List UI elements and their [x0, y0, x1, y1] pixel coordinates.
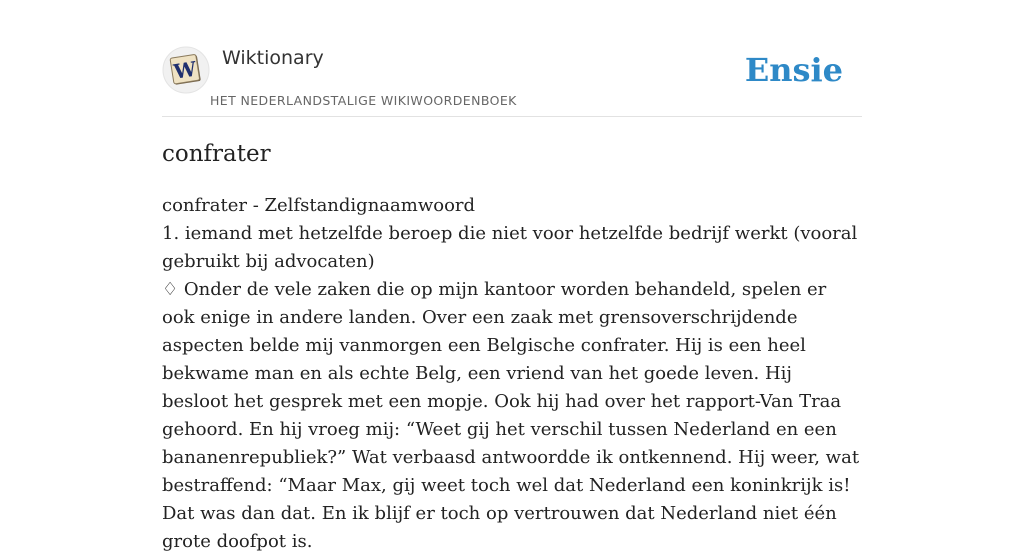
ensie-brand-logo[interactable]: Ensie	[744, 51, 843, 89]
wiktionary-logo-graphic	[162, 46, 210, 94]
example-text: ♢ Onder de vele zaken die op mijn kantoor worden behandeld, spelen er ook enige in andere landen. Over een zaak met grensoverschrijdende aspecten belde mij vanmorgen een Belgische confrater. Hij is een heel bekwame man en als echte Belg, een vriend van het goede leven. Hij besloot het gesprek met een mopje. Ook hij had over het rapport-Van Traa gehoord. En hij vroeg mij: “Weet gij het verschil tussen Nederland en een bananenrepubliek?” Wat verbaasd antwoordde ik ontkennend. Hij weer, wat bestraffend: “Maar Max, gij weet toch wel dat Nederland een koninkrijk is! Dat was dan dat. En ik blijf er toch op vertrouwen dat Nederland niet één grote doofpot is.	[162, 279, 860, 552]
entry-content	[162, 192, 862, 556]
word-type-line: confrater - Zelfstandignaamwoord	[162, 195, 476, 216]
definition-text: 1. iemand met hetzelfde beroep die niet voor hetzelfde bedrijf werkt (vooral gebruikt bij advocaten)	[162, 223, 858, 272]
page-title: confrater	[162, 141, 271, 167]
site-tagline: HET NEDERLANDSTALIGE WIKIWOORDENBOEK	[210, 93, 517, 108]
wiktionary-logo-icon[interactable]	[162, 46, 210, 94]
logo-letter: W	[172, 56, 198, 84]
site-header	[162, 40, 862, 117]
site-name[interactable]: Wiktionary	[222, 47, 324, 69]
